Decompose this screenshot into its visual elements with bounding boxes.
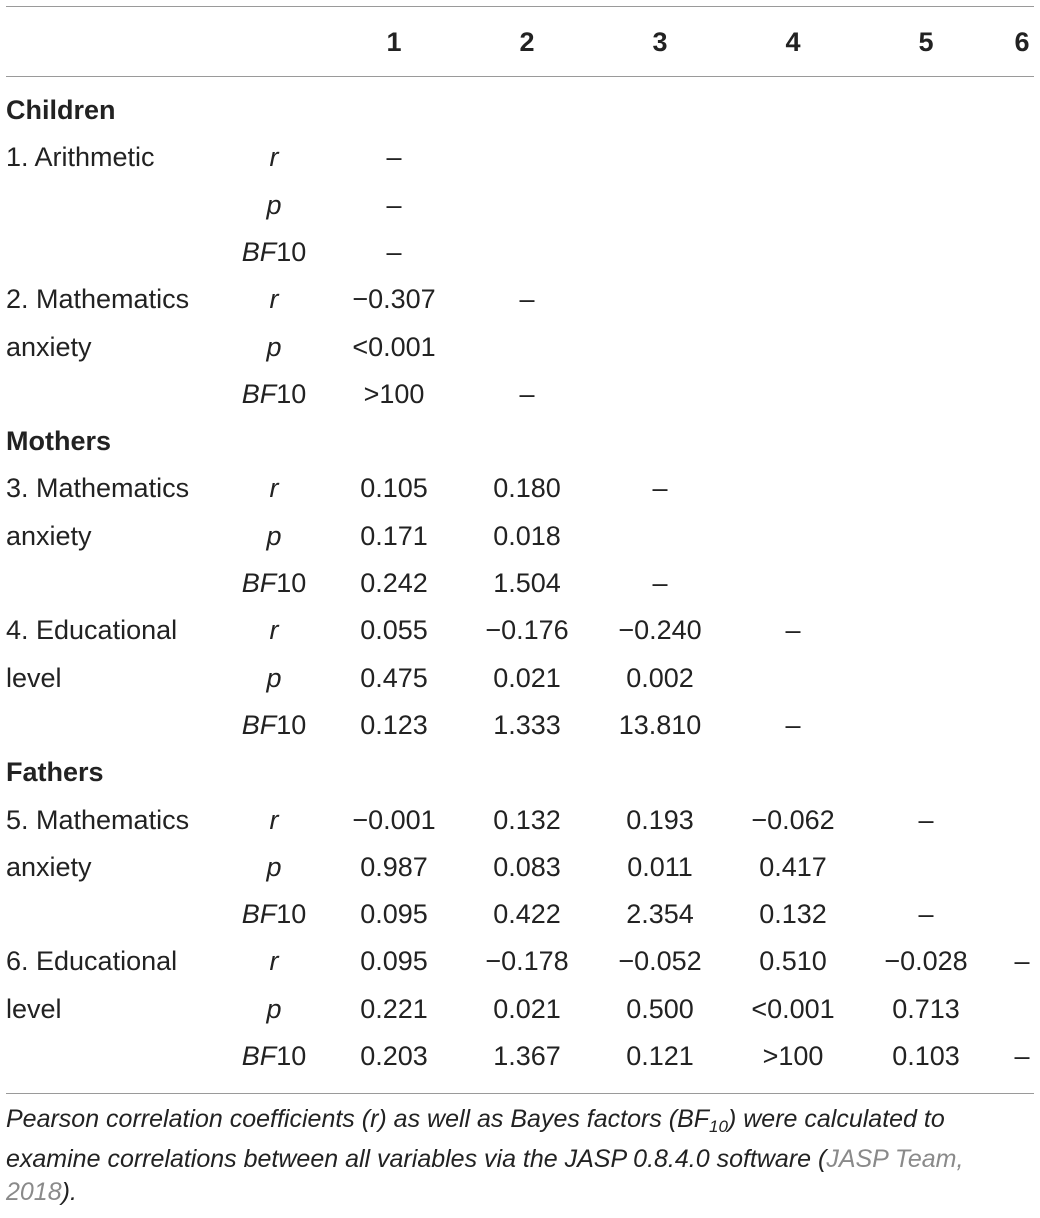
table-cell: 0.171 [360,520,428,551]
table-cell: 0.221 [360,993,428,1024]
table-cell: – [386,189,402,220]
table-cell: 0.422 [493,899,561,930]
table-cell: −0.240 [618,615,702,646]
table-row [0,939,1040,983]
table-cell: – [785,709,801,740]
footnote-reference-link[interactable]: JASP Team, 2018 [6,1145,964,1206]
statistic-label: p [266,331,282,362]
table-row [0,703,1040,747]
table-cell: 0.095 [360,946,428,977]
table-row [0,798,1040,842]
statistic-label: r [269,804,279,835]
table-cell: 1.504 [493,568,561,598]
table-cell: 0.132 [759,899,827,930]
table-cell: 0.132 [493,804,561,835]
table-row [0,608,1040,652]
column-header-6: 6 [1014,27,1030,57]
table-cell: 0.095 [360,899,428,930]
section-heading: Mothers [6,426,112,457]
table-cell: – [386,236,402,267]
table-header-row [0,20,1040,64]
statistic-label-bf: BF [241,709,277,740]
statistic-label: r [269,284,279,315]
statistic-label-bf: BF [241,568,277,598]
table-cell: – [918,804,934,835]
table-cell: 0.987 [360,851,428,882]
statistic-label [229,561,319,605]
table-cell: 0.510 [759,946,827,977]
table-cell: −0.028 [884,946,968,977]
table-row [0,656,1040,700]
column-header-1: 1 [386,27,402,57]
table-row [0,845,1040,889]
statistic-label-subscript: 10 [276,378,307,409]
table-cell: 0.021 [493,662,561,693]
variable-label: 1. Arithmetic [6,142,155,173]
table-cell: 0.002 [626,662,694,693]
variable-label: anxiety [6,520,92,551]
table-cell: 2.354 [626,899,694,930]
statistic-label-bf: BF [241,1041,277,1071]
table-cell: 0.021 [493,993,561,1024]
table-cell: – [386,142,402,173]
statistic-label-bf: BF [241,899,277,930]
table-footnote [6,1103,1034,1209]
variable-label: 6. Educational [6,946,178,977]
table-cell: – [519,378,535,409]
table-row [0,325,1040,369]
table-cell: 0.011 [627,851,693,882]
table-cell: 0.121 [626,1041,694,1071]
variable-label: level [6,993,62,1024]
statistic-label-bf: BF [241,236,277,267]
variable-label: 3. Mathematics [6,473,190,504]
table-cell: – [1014,1041,1030,1071]
table-cell: 0.500 [626,993,694,1024]
table-cell: 0.103 [892,1041,960,1071]
table-cell: >100 [762,1041,824,1071]
table-cell: −0.176 [485,615,569,646]
section-heading: Children [6,95,116,125]
table-cell: −0.178 [485,946,569,977]
statistic-label: p [266,993,282,1024]
table-cell: – [918,899,934,930]
table-cell: 0.180 [493,473,561,504]
table-cell: 0.055 [360,615,428,646]
table-cell: <0.001 [352,331,436,362]
statistic-label-subscript: 10 [276,1041,307,1071]
table-cell: – [519,284,535,315]
table-row [0,561,1040,605]
table-cell: – [1014,946,1030,977]
variable-label: level [6,662,62,693]
statistic-label [229,372,319,416]
variable-label: 4. Educational [6,615,178,646]
table-row [0,1034,1040,1078]
table-row [0,514,1040,558]
table-cell: 0.242 [360,568,428,598]
statistic-label [229,1034,319,1078]
table-bottom-rule [6,1093,1034,1094]
table-top-rule [6,6,1034,7]
table-cell: >100 [363,378,425,409]
variable-label: 2. Mathematics [6,284,190,315]
statistic-label-bf: BF [241,378,277,409]
table-cell: −0.001 [352,804,436,835]
statistic-label: p [266,662,282,693]
column-header-2: 2 [519,27,535,57]
table-header-rule [6,76,1034,77]
table-cell: 1.333 [493,709,561,740]
statistic-label: p [266,189,282,220]
table-cell: 0.193 [626,804,694,835]
statistic-label [229,892,319,936]
table-cell: 0.105 [360,473,428,504]
variable-label: 5. Mathematics [6,804,190,835]
table-row [0,372,1040,416]
table-cell: −0.307 [352,284,436,315]
statistic-label [229,703,319,747]
table-cell: <0.001 [751,993,835,1024]
statistic-label-subscript: 10 [276,709,307,740]
statistic-label-subscript: 10 [276,899,307,930]
variable-label: anxiety [6,851,92,882]
table-cell: 0.417 [759,851,827,882]
column-header-3: 3 [652,27,668,57]
table-cell: – [785,615,801,646]
statistic-label: r [269,615,279,646]
table-row [0,135,1040,179]
column-header-5: 5 [918,27,934,57]
table-cell: 0.018 [493,520,561,551]
table-cell: 1.367 [493,1041,561,1071]
footnote-text-3: ). [61,1178,77,1206]
column-header-4: 4 [785,27,801,57]
table-cell: −0.052 [618,946,702,977]
statistic-label: p [266,520,282,551]
table-row [0,987,1040,1031]
table-cell: 0.713 [892,993,960,1024]
table-row [0,466,1040,510]
table-cell: 0.203 [360,1041,428,1071]
table-row [0,892,1040,936]
table-cell: – [652,473,668,504]
table-row [0,230,1040,274]
table-row [0,183,1040,227]
footnote-text-2: ) were calculated to examine correlations between all variables via the JASP 0.8.4.0 software ( [6,1105,945,1173]
statistic-label: r [269,473,279,504]
statistic-label-subscript: 10 [276,568,307,598]
table-row [0,277,1040,321]
table-cell: 13.810 [618,709,702,740]
table-cell: −0.062 [751,804,835,835]
statistic-label [229,230,319,274]
table-cell: 0.475 [360,662,428,693]
statistic-label: p [266,851,282,882]
statistic-label-subscript: 10 [276,236,307,267]
statistic-label: r [269,946,279,977]
section-heading: Fathers [6,757,104,788]
variable-label: anxiety [6,331,92,362]
table-cell: 0.123 [360,709,428,740]
table-cell: – [652,568,668,598]
table-cell: 0.083 [493,851,561,882]
footnote-text-1: Pearson correlation coefficients (r) as well as Bayes factors (BF [6,1105,710,1133]
statistic-label: r [269,142,279,173]
footnote-subscript: 10 [709,1117,728,1136]
